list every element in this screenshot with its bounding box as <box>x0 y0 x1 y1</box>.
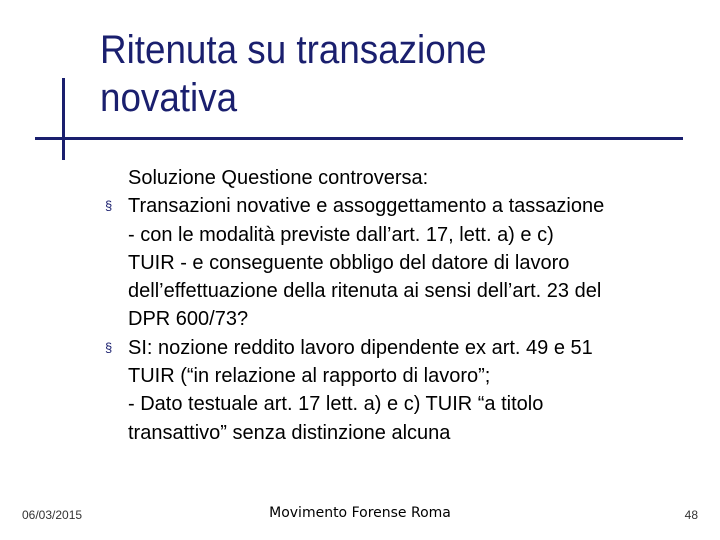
slide-body <box>100 164 700 447</box>
bullet-line: - Dato testuale art. 17 lett. a) e c) TUIR “a titolo <box>128 393 544 416</box>
title-vertical-decoration <box>62 78 65 160</box>
bullet-square-icon: § <box>105 198 113 214</box>
bullet-item <box>100 334 700 447</box>
bullet-item <box>100 192 700 333</box>
page-number: 48 <box>684 508 698 522</box>
bullet-line: Transazioni novative e assoggettamento a tassazione <box>128 195 605 218</box>
title-line-2: novativa <box>100 76 238 120</box>
bullet-line: SI: nozione reddito lavoro dipendente ex art. 49 e 51 <box>128 336 593 359</box>
bullet-line: transattivo” senza distinzione alcuna <box>128 421 451 444</box>
footer-organization: Movimento Forense Roma <box>269 505 451 521</box>
bullet-square-icon: § <box>105 339 113 355</box>
footer-date: 06/03/2015 <box>22 508 83 522</box>
bullet-line: dell’effettuazione della ritenuta ai sensi dell’art. 23 del <box>128 280 602 303</box>
slide-title <box>100 26 652 122</box>
bullet-line: - con le modalità previste dall’art. 17, lett. a) e c) <box>128 223 554 246</box>
intro-text: Soluzione Questione controversa: <box>128 167 429 189</box>
bullet-line: TUIR - e conseguente obbligo del datore di lavoro <box>128 251 570 274</box>
bullet-line: TUIR (“in relazione al rapporto di lavoro”; <box>128 365 491 388</box>
title-line-1: Ritenuta su transazione <box>100 28 487 72</box>
bullet-line: DPR 600/73? <box>128 308 249 331</box>
title-underline-decoration <box>35 137 683 140</box>
